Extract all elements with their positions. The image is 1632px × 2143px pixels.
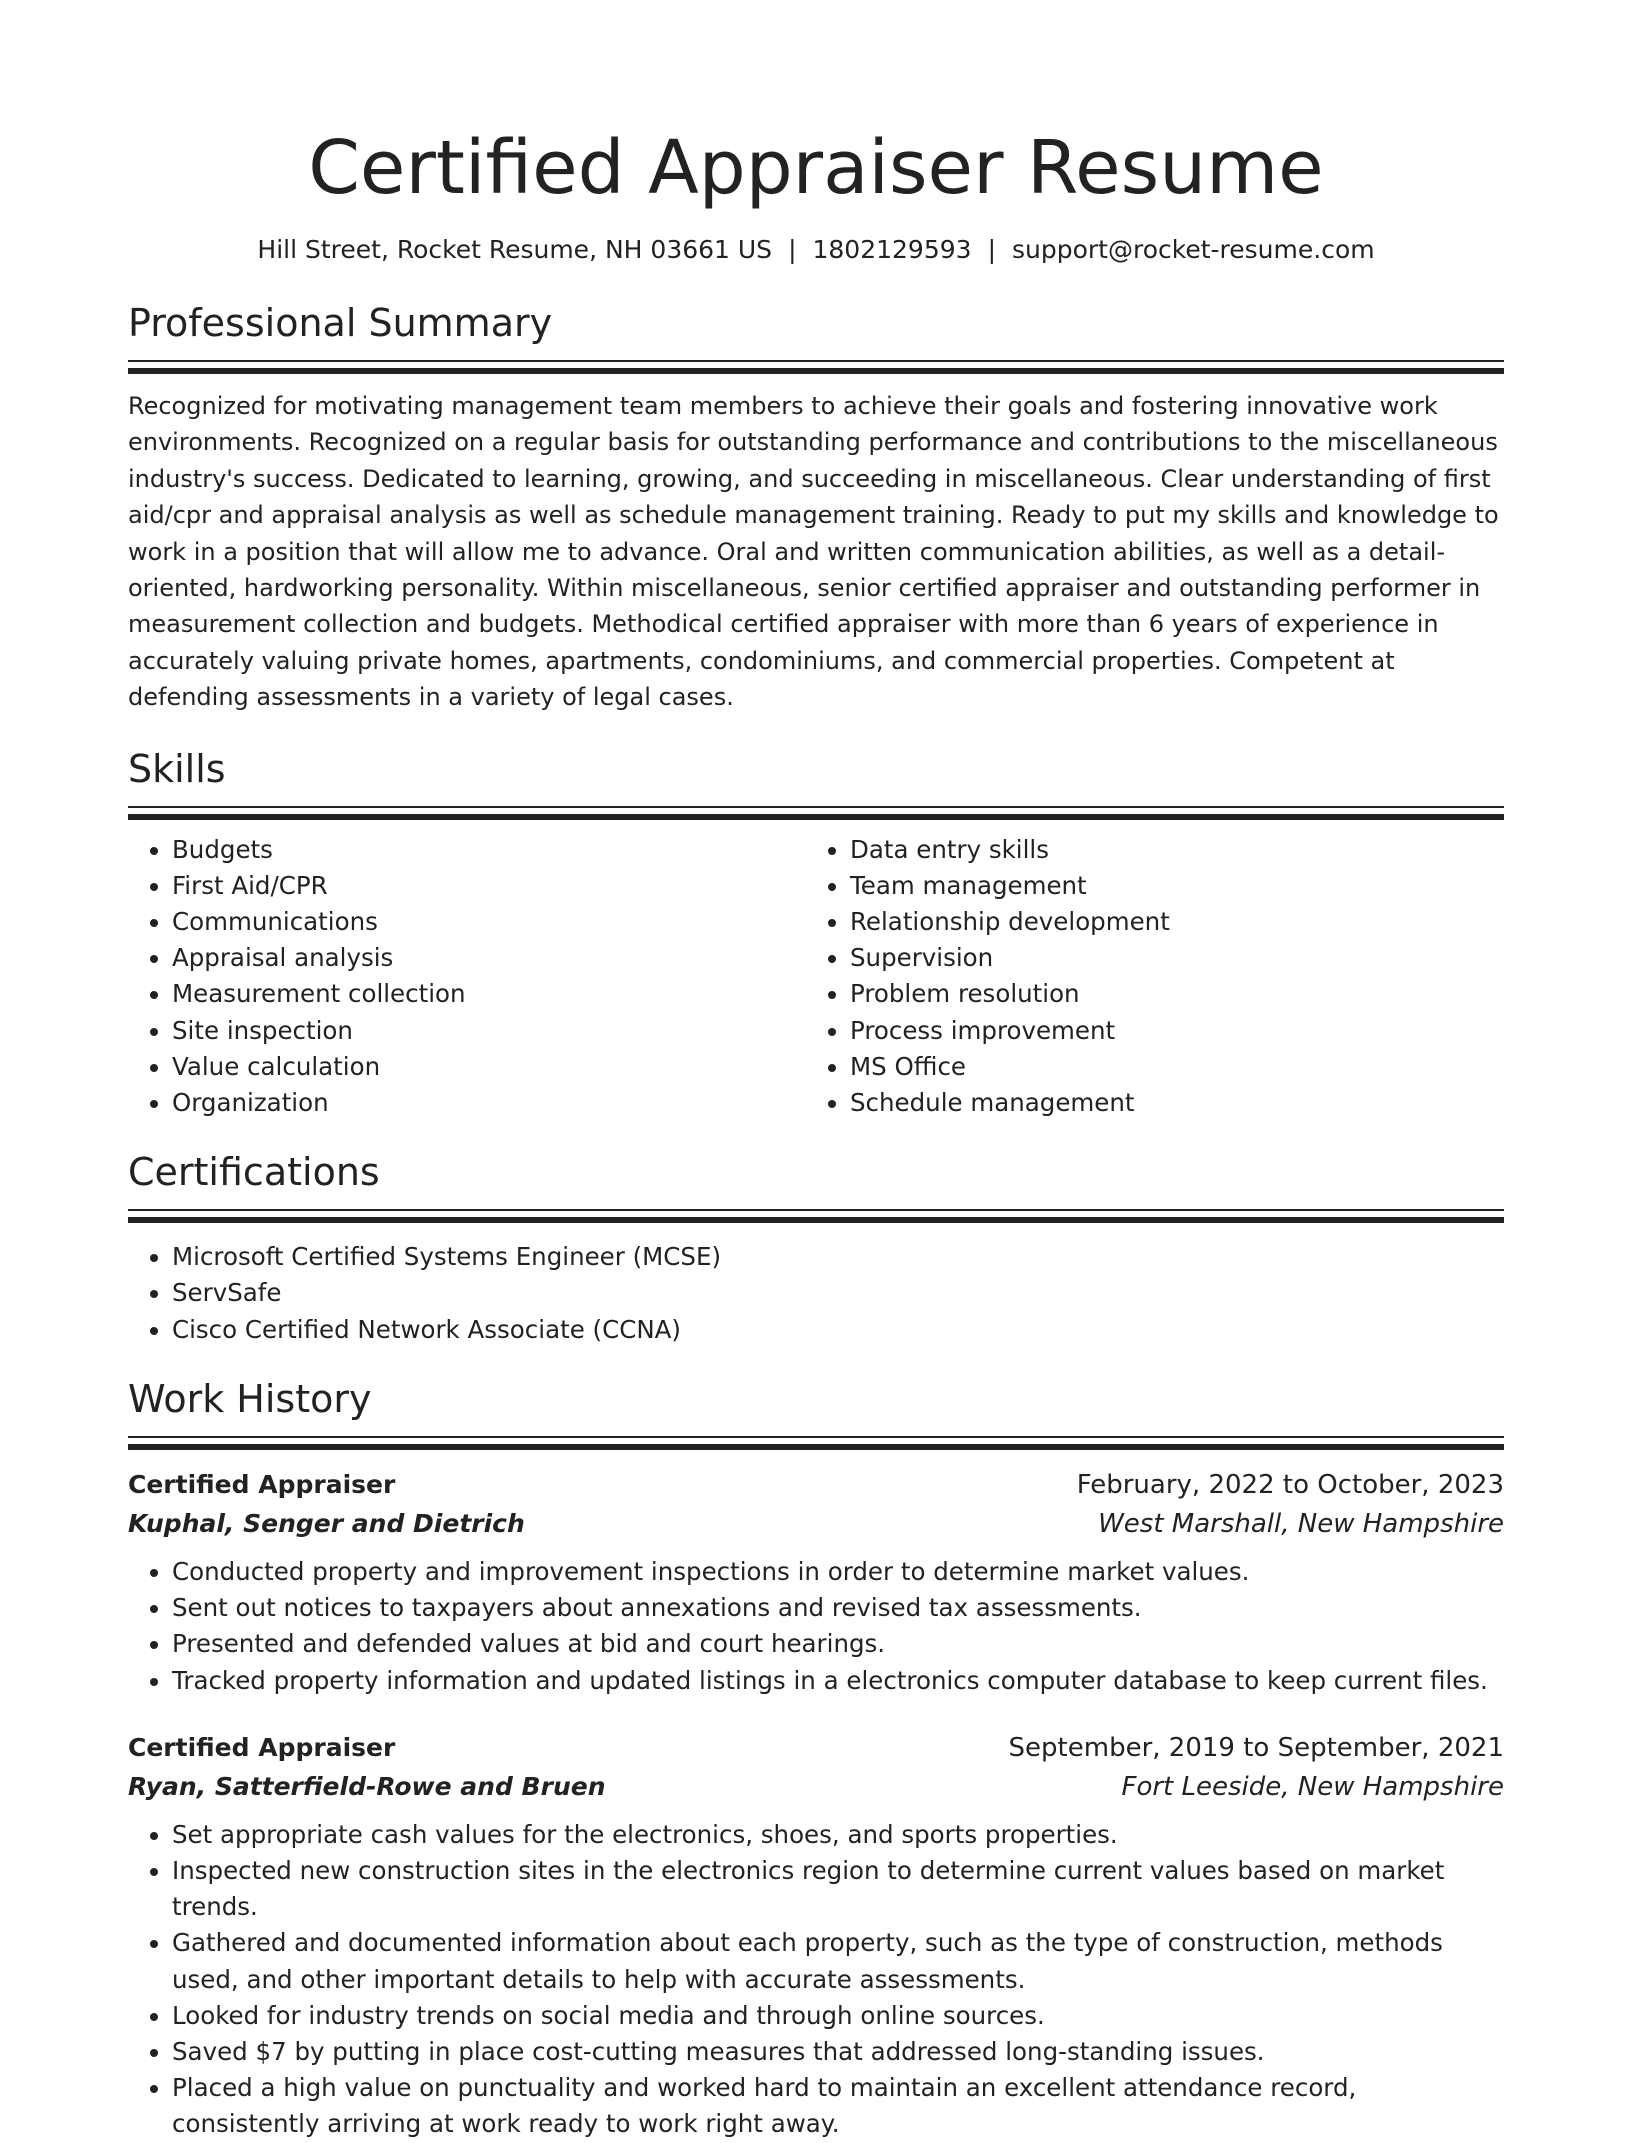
job-duty-item: • Set appropriate cash values for the electronics, shoes, and sports properties.: [172, 1817, 1504, 1853]
job-duty-item: • Conducted property and improvement inspections in order to determine market values.: [172, 1554, 1504, 1590]
job-location: Fort Leeside, New Hampshire: [1121, 1771, 1504, 1802]
job-duty-item: • Tracked property information and updated listings in a electronics computer database to keep current files.: [172, 1663, 1504, 1699]
work-history-heading: Work History: [128, 1376, 372, 1421]
job-company: Kuphal, Senger and Dietrich: [128, 1508, 525, 1538]
job-entry: [128, 1466, 1504, 1699]
contact-separator: |: [987, 235, 996, 264]
resume-title: Certified Appraiser Resume: [308, 125, 1324, 211]
section-divider: [128, 806, 1504, 820]
job-dates: February, 2022 to October, 2023: [1076, 1469, 1504, 1500]
skills-list-right: [806, 832, 1484, 1122]
job-entry: [128, 1729, 1504, 2143]
skill-item: • Data entry skills: [850, 832, 1484, 868]
skill-item: • Organization: [172, 1085, 806, 1121]
job-duty-item: • Placed a high value on punctuality and worked hard to maintain an excellent attendance record, consistently arriving at work ready to work right away.: [172, 2070, 1504, 2142]
summary-heading: Professional Summary: [128, 301, 553, 345]
skill-item: • Team management: [850, 868, 1484, 904]
skills-column-right: [806, 832, 1484, 1122]
certifications-list: [128, 1239, 1504, 1348]
skills-grid: [128, 832, 1504, 1122]
job-duty-item: • Presented and defended values at bid and court hearings.: [172, 1626, 1504, 1662]
skill-item: • Schedule management: [850, 1085, 1484, 1121]
certification-item: • ServSafe: [172, 1275, 1504, 1311]
job-duty-item: • Saved $7 by putting in place cost-cutting measures that addressed long-standing issues.: [172, 2034, 1504, 2070]
job-subheader: [128, 1504, 1504, 1544]
contact-separator: |: [788, 235, 797, 264]
resume-page: [128, 0, 1504, 2143]
summary-text: Recognized for motivating management team members to achieve their goals and fostering innovative work environments. Recognized on a regular basis for outstanding performance and contributions to the miscellaneous industry's success. Dedicated to learning, growing, and succeeding in miscellaneous. Clear understanding of first aid/cpr and appraisal analysis as well as schedule management training. Ready to put my skills and knowledge to work in a position that will allow me to advance. Oral and written communication abilities, as well as a detail-oriented, hardworking personality. Within miscellaneous, senior certified appraiser and outstanding performer in measurement collection and budgets. Methodical certified appraiser with more than 6 years of experience in accurately valuing private homes, apartments, condominiums, and commercial properties. Competent at defending assessments in a variety of legal cases.: [128, 392, 1499, 712]
summary-section: [128, 298, 1504, 716]
skill-item: • Supervision: [850, 940, 1484, 976]
skill-item: • Measurement collection: [172, 976, 806, 1012]
job-duties-list: [128, 1554, 1504, 1699]
skill-item: • First Aid/CPR: [172, 868, 806, 904]
skill-item: • Problem resolution: [850, 976, 1484, 1012]
job-location: West Marshall, New Hampshire: [1098, 1508, 1504, 1539]
contact-phone: 1802129593: [812, 235, 972, 264]
job-duty-item: • Gathered and documented information about each property, such as the type of construction, methods used, and other important details to help with accurate assessments.: [172, 1925, 1504, 1997]
job-company: Ryan, Satterfield-Rowe and Bruen: [128, 1771, 606, 1801]
contact-line: [128, 232, 1504, 268]
job-title: Certified Appraiser: [128, 1732, 396, 1762]
job-duty-item: • Inspected new construction sites in the electronics region to determine current values based on market trends.: [172, 1853, 1504, 1925]
skill-item: • MS Office: [850, 1049, 1484, 1085]
skill-item: • Budgets: [172, 832, 806, 868]
job-header: [128, 1729, 1504, 1767]
skills-list-left: [128, 832, 806, 1122]
job-title: Certified Appraiser: [128, 1469, 396, 1499]
work-history-section: [128, 1374, 1504, 2143]
contact-email: support@rocket-resume.com: [1012, 235, 1375, 264]
section-divider: [128, 1436, 1504, 1450]
job-duty-item: • Looked for industry trends on social media and through online sources.: [172, 1998, 1504, 2034]
certifications-section: [128, 1147, 1504, 1348]
job-duty-item: • Sent out notices to taxpayers about annexations and revised tax assessments.: [172, 1590, 1504, 1626]
job-duties-list: [128, 1817, 1504, 2143]
skills-heading: Skills: [128, 746, 226, 791]
skills-column-left: [128, 832, 806, 1122]
job-header: [128, 1466, 1504, 1504]
skills-section: [128, 744, 1504, 1122]
skill-item: • Appraisal analysis: [172, 940, 806, 976]
skill-item: • Relationship development: [850, 904, 1484, 940]
certification-item: • Cisco Certified Network Associate (CCNA): [172, 1312, 1504, 1348]
skill-item: • Communications: [172, 904, 806, 940]
skill-item: • Process improvement: [850, 1013, 1484, 1049]
section-divider: [128, 360, 1504, 374]
section-divider: [128, 1209, 1504, 1223]
skill-item: • Site inspection: [172, 1013, 806, 1049]
certification-item: • Microsoft Certified Systems Engineer (MCSE): [172, 1239, 1504, 1275]
job-dates: September, 2019 to September, 2021: [1008, 1732, 1504, 1763]
contact-address: Hill Street, Rocket Resume, NH 03661 US: [257, 235, 773, 264]
certifications-heading: Certifications: [128, 1150, 380, 1195]
skill-item: • Value calculation: [172, 1049, 806, 1085]
job-subheader: [128, 1767, 1504, 1807]
